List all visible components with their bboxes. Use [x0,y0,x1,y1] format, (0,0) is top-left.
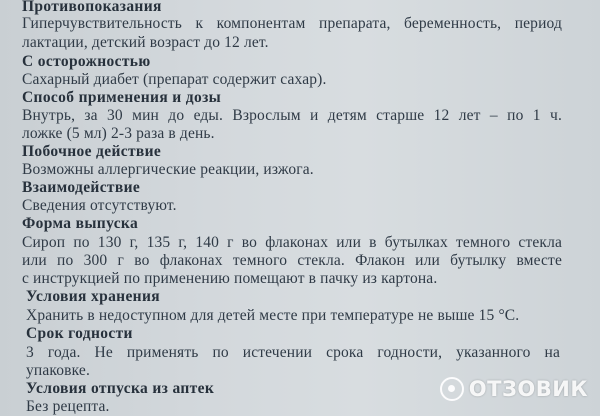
interactions-heading: Взаимодействие [22,179,141,196]
precautions-text-line: Сахарный диабет (препарат содержит сахар). [22,71,327,88]
storage-text-line: Хранить в недоступном для детей месте при температуре не выше 15 °С. [26,307,520,324]
interactions-text-line: Сведения отсутствуют. [22,197,177,214]
shelf-life-text-line: упаковке. [26,362,90,379]
dispensing-heading: Условия отпуска из аптек [26,380,215,397]
contraindications-text-line: лактации, детский возраст до 12 лет. [22,34,269,51]
precautions-heading: С осторожностью [22,53,151,70]
dosage-text-line: Внутрь, за 30 мин до еды. Взрослым и детям старше 12 лет – по 1 ч. [22,107,562,124]
dosage-text-line: ложке (5 мл) 2-3 раза в день. [22,125,215,142]
contraindications-text-line: Гиперчувствительность к компонентам препарата, беременность, период [22,15,562,32]
form-text-line: или по 300 г во флаконах темного стекла. Флакон или бутылку вместе [22,252,562,269]
side-effects-text-line: Возможны аллергические реакции, изжога. [22,161,314,178]
form-heading: Форма выпуска [22,215,139,232]
storage-heading: Условия хранения [26,288,160,305]
contraindications-heading: Противопоказания [22,0,162,15]
side-effects-heading: Побочное действие [22,143,162,160]
shelf-life-heading: Срок годности [26,325,133,342]
shelf-life-text-line: 3 года. Не применять по истечении срока годности, указанного на [26,344,560,361]
dosage-heading: Способ применения и дозы [22,89,222,106]
otzovik-watermark [440,374,588,404]
form-text-line: Сироп по 130 г, 135 г, 140 г во флаконах или в бутылках темного стекла [22,234,562,251]
form-text-line: с инструкцией по применению помещают в пачку из картона. [22,270,438,287]
dispensing-text-line: Без рецепта. [26,398,110,415]
otzovik-logo-icon [440,377,464,401]
watermark-text: ОТЗОВИК [468,377,588,401]
